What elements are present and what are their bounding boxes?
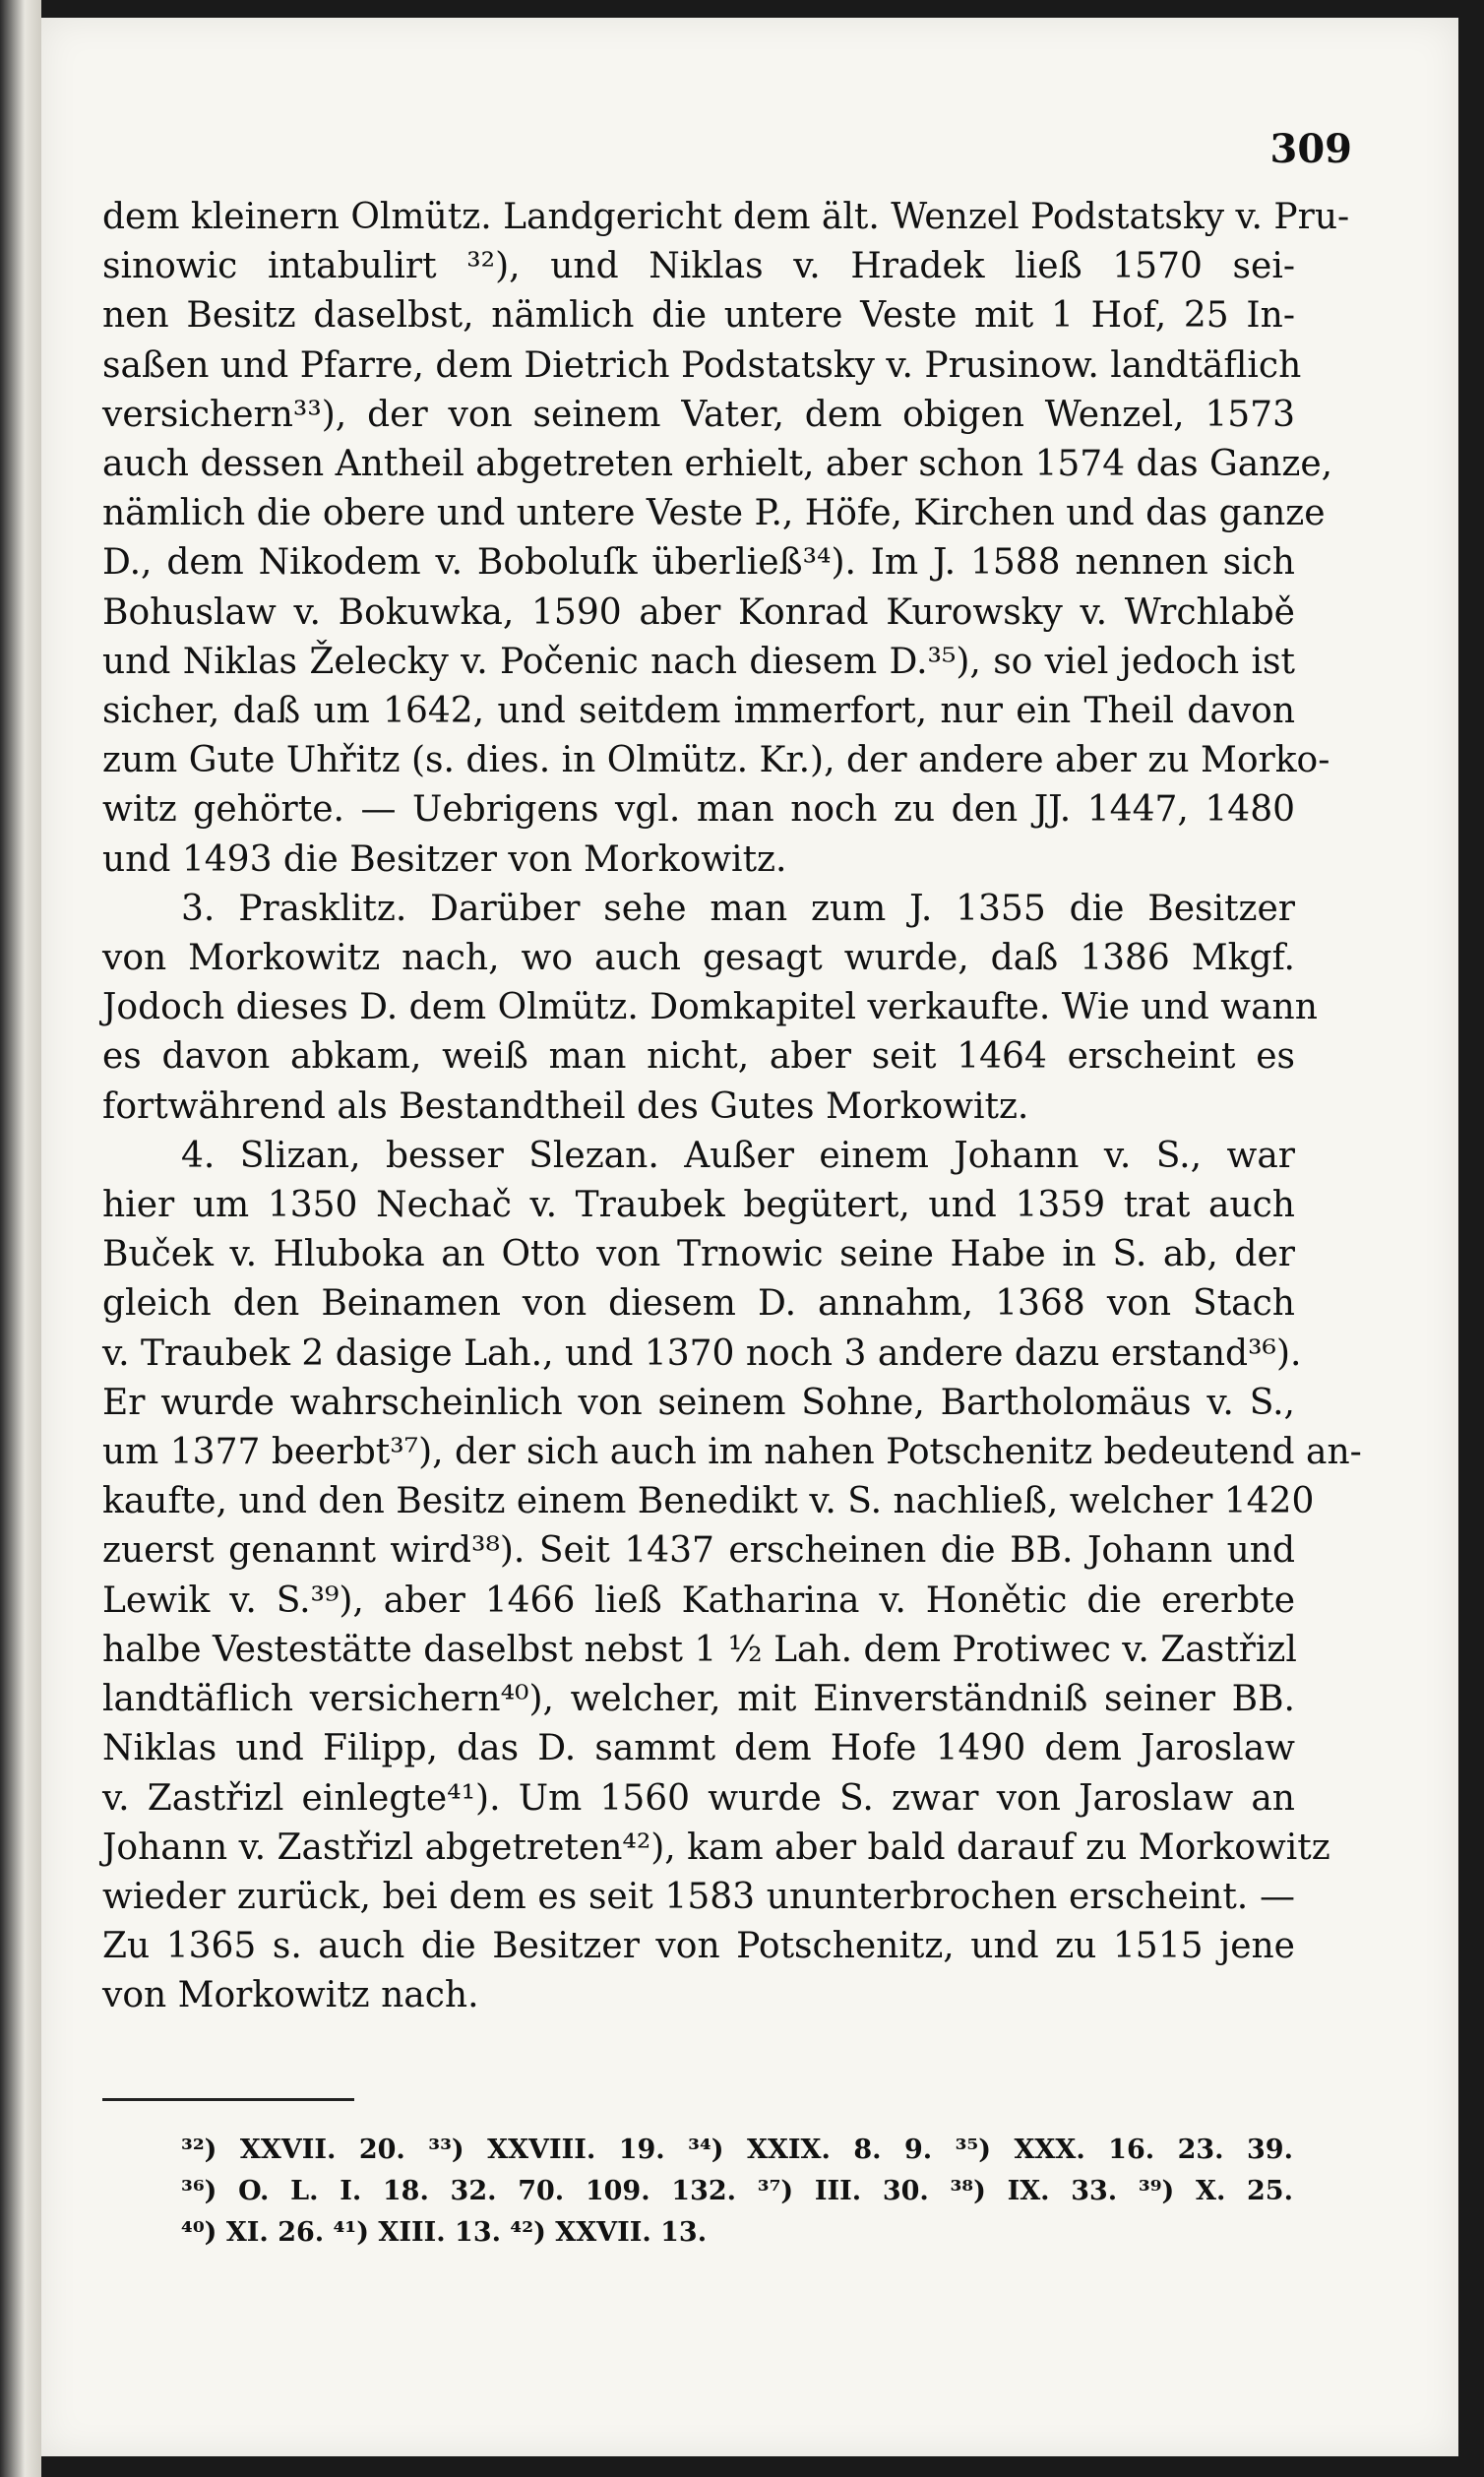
text-line: von Morkowitz nach, wo auch gesagt wurde, daß 1386 Mkgf.	[102, 938, 1295, 979]
text-line: fortwährend als Bestandtheil des Gutes Morkowitz.	[102, 1085, 1029, 1127]
text-line: Niklas und Filipp, das D. sammt dem Hofe 1490 dem Jaroslaw	[102, 1728, 1295, 1769]
text-line: um 1377 beerbt³⁷), der sich auch im nahen Potschenitz bedeutend an-	[102, 1432, 1362, 1473]
text-line: v. Traubek 2 dasige Lah., und 1370 noch 3 andere dazu erstand³⁶).	[102, 1332, 1302, 1374]
text-line: Er wurde wahrscheinlich von seinem Sohne, Bartholomäus v. S.,	[102, 1382, 1295, 1423]
text-line: saßen und Pfarre, dem Dietrich Podstatsky v. Prusinow. landtäflich	[102, 344, 1302, 386]
footnote-divider	[102, 2098, 354, 2101]
text-line: und Niklas Želecky v. Počenic nach diesem D.³⁵), so viel jedoch ist	[102, 641, 1295, 682]
text-line: auch dessen Antheil abgetreten erhielt, aber schon 1574 das Ganze,	[102, 444, 1333, 485]
footnotes	[181, 2130, 1293, 2254]
text-line: sinowic intabulirt ³²), und Niklas v. Hradek ließ 1570 sei-	[102, 246, 1295, 287]
text-line: Zu 1365 s. auch die Besitzer von Potschenitz, und zu 1515 jene	[102, 1926, 1295, 1967]
text-line: Bohuslaw v. Bokuwka, 1590 aber Konrad Kurowsky v. Wrchlabě	[102, 591, 1295, 633]
footnote-line: ⁴⁰) XI. 26. ⁴¹) XIII. 13. ⁴²) XXVII. 13.	[181, 2217, 708, 2248]
text-line: landtäflich versichern⁴⁰), welcher, mit Einverständniß seiner BB.	[102, 1679, 1295, 1720]
text-line: Jodoch dieses D. dem Olmütz. Domkapitel verkaufte. Wie und wann	[102, 987, 1318, 1028]
text-line: Johann v. Zastřizl abgetreten⁴²), kam aber bald darauf zu Morkowitz	[102, 1827, 1330, 1868]
text-line: Lewik v. S.³⁹), aber 1466 ließ Katharina v. Honětic die ererbte	[102, 1579, 1295, 1621]
text-line: gleich den Beinamen von diesem D. annahm, 1368 von Stach	[102, 1283, 1295, 1325]
footnote-line: ³⁶) O. L. I. 18. 32. 70. 109. 132. ³⁷) III. 30. ³⁸) IX. 33. ³⁹) X. 25.	[181, 2176, 1293, 2206]
text-line: und 1493 die Besitzer von Morkowitz.	[102, 838, 787, 880]
text-line: 3. Prasklitz. Darüber sehe man zum J. 1355 die Besitzer	[181, 888, 1295, 929]
text-line: zuerst genannt wird³⁸). Seit 1437 erscheinen die BB. Johann und	[102, 1530, 1295, 1572]
text-line: nämlich die obere und untere Veste P., Höfe, Kirchen und das ganze	[102, 493, 1326, 534]
text-line: witz gehörte. — Uebrigens vgl. man noch zu den JJ. 1447, 1480	[102, 789, 1295, 831]
text-line: nen Besitz daselbst, nämlich die untere Veste mit 1 Hof, 25 In-	[102, 295, 1295, 337]
page-number: 309	[1269, 126, 1352, 172]
text-line: sicher, daß um 1642, und seitdem immerfort, nur ein Theil davon	[102, 691, 1295, 732]
footnote-line: ³²) XXVII. 20. ³³) XXVIII. 19. ³⁴) XXIX. 8. 9. ³⁵) XXX. 16. 23. 39.	[181, 2135, 1293, 2165]
text-line: D., dem Nikodem v. Boboluſk überließ³⁴). Im J. 1588 nennen sich	[102, 542, 1295, 584]
page-gutter	[0, 0, 41, 2477]
text-line: versichern³³), der von seinem Vater, dem obigen Wenzel, 1573	[102, 394, 1295, 435]
text-line: hier um 1350 Nechač v. Traubek begütert, und 1359 trat auch	[102, 1185, 1295, 1226]
text-line: zum Gute Uhřitz (s. dies. in Olmütz. Kr.), der andere aber zu Morko-	[102, 740, 1330, 781]
main-text	[102, 193, 1362, 2021]
text-line: halbe Vestestätte daselbst nebst 1 ½ Lah. dem Protiwec v. Zastřizl	[102, 1629, 1297, 1670]
text-line: von Morkowitz nach.	[102, 1975, 479, 2016]
text-line: v. Zastřizl einlegte⁴¹). Um 1560 wurde S. zwar von Jaroslaw an	[102, 1777, 1295, 1819]
text-line: kaufte, und den Besitz einem Benedikt v. S. nachließ, welcher 1420	[102, 1481, 1315, 1522]
text-line: 4. Slizan, besser Slezan. Außer einem Johann v. S., war	[181, 1135, 1295, 1176]
text-line: es davon abkam, weiß man nicht, aber seit 1464 erscheint es	[102, 1036, 1295, 1078]
text-line: Buček v. Hluboka an Otto von Trnowic seine Habe in S. ab, der	[102, 1234, 1295, 1275]
text-line: wieder zurück, bei dem es seit 1583 ununterbrochen erscheint. —	[102, 1876, 1295, 1917]
text-line: dem kleinern Olmütz. Landgericht dem ält. Wenzel Podstatsky v. Pru-	[102, 197, 1350, 237]
